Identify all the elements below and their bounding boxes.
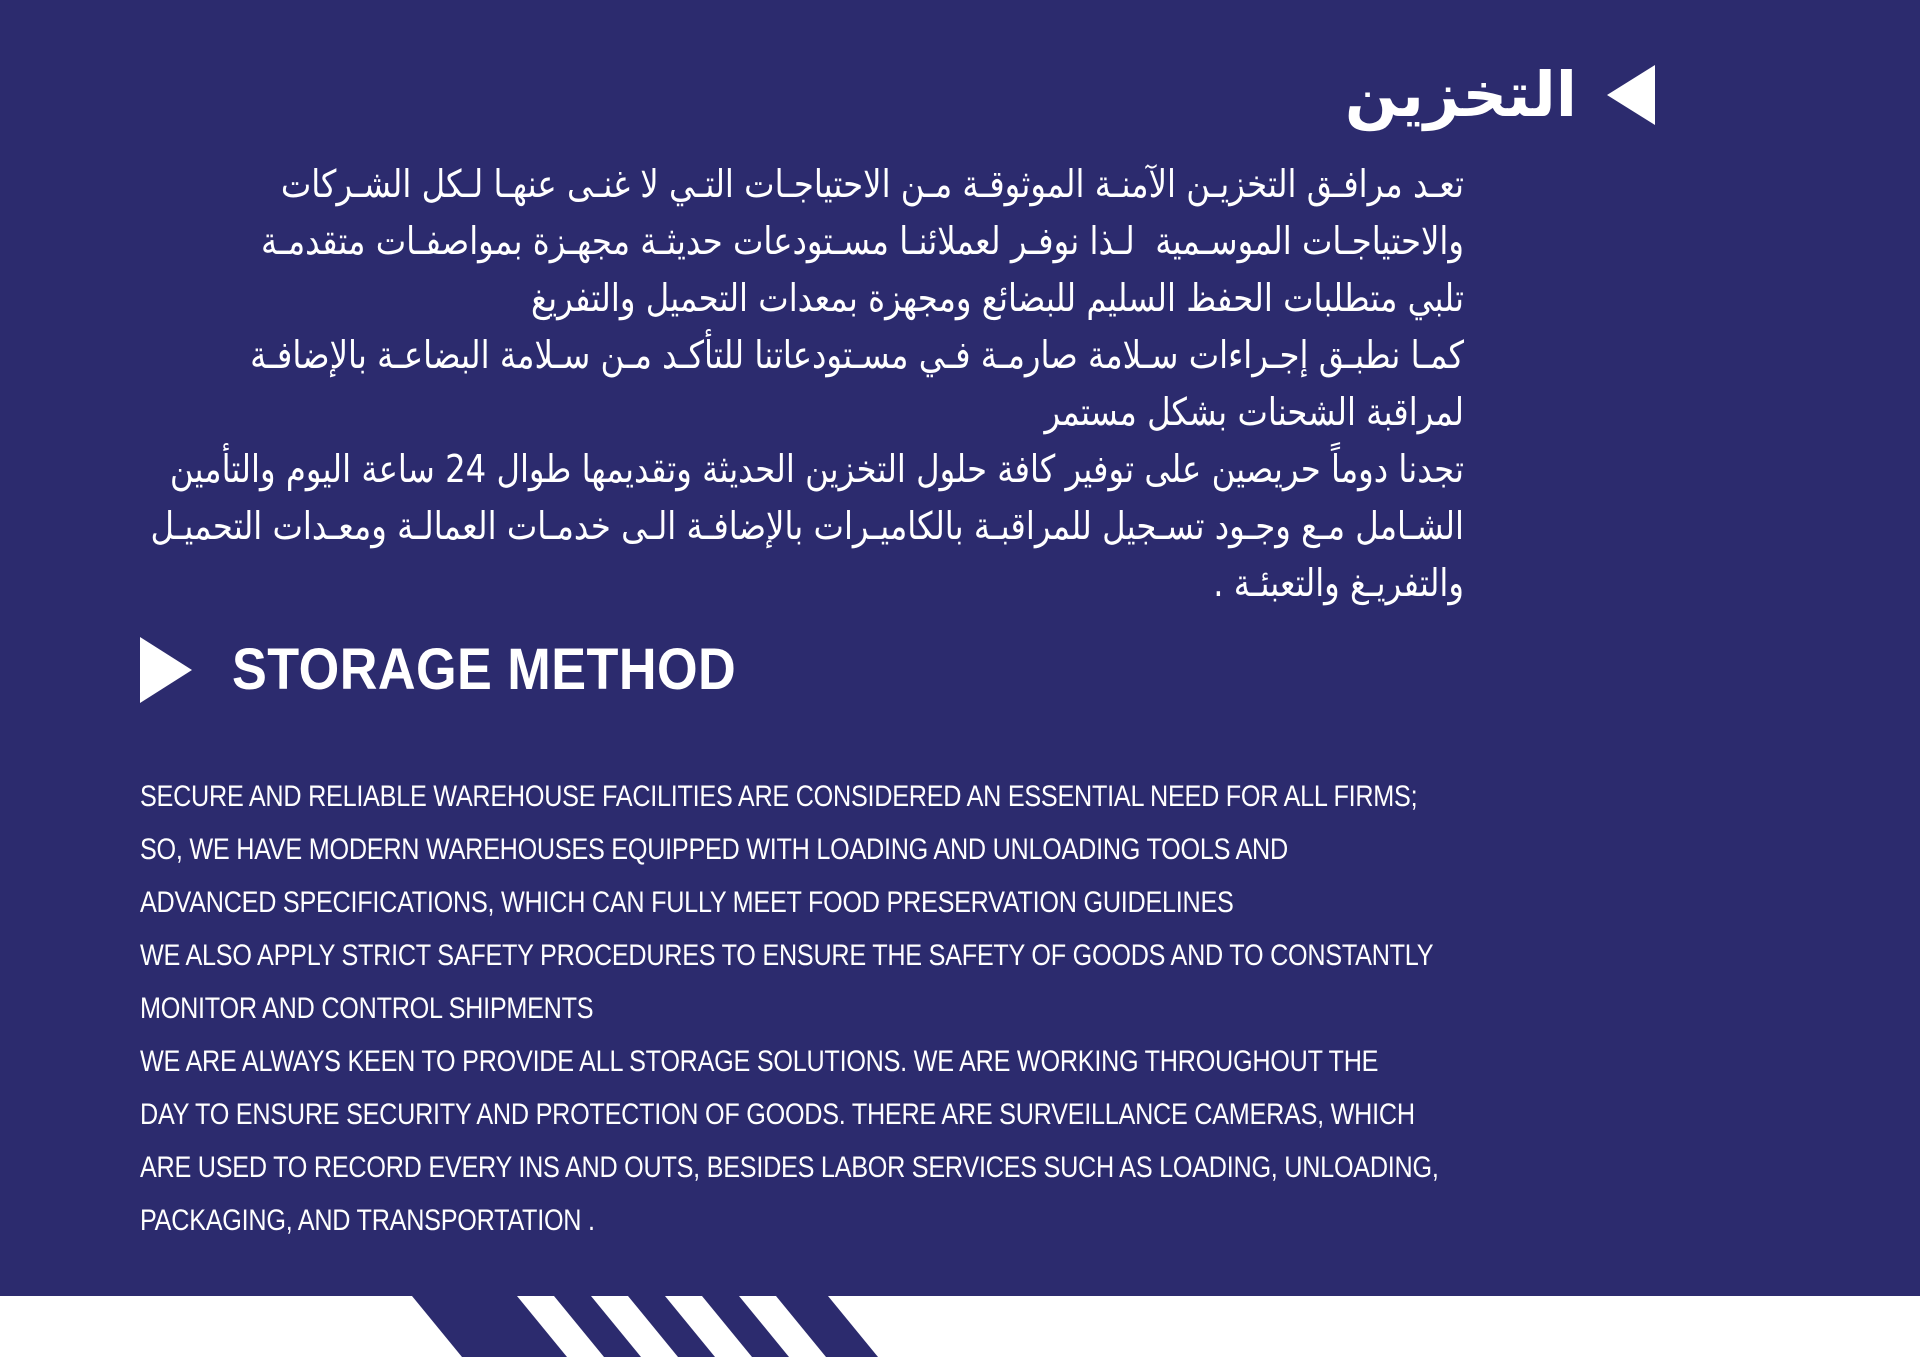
- paragraph-line: تعـد مرافـق التخزيـن الآمنـة الموثوقـة مـن الاحتياجـات التـي لا غنـى عنهـا لـكل الشـركات: [280, 162, 1465, 206]
- triangle-left-icon: [1607, 65, 1655, 125]
- paragraph-line: ARE USED TO RECORD EVERY INS AND OUTS, BESIDES LABOR SERVICES SUCH AS LOADING, UNLOADING,: [140, 1151, 1439, 1184]
- paragraph-line: MONITOR AND CONTROL SHIPMENTS: [140, 992, 594, 1025]
- arabic-page-title: التخزين: [1344, 58, 1577, 131]
- paragraph-line: والاحتياجـات الموسـمية لـذا نوفـر لعملائنـا مسـتودعات حديثـة مجهـزة بمواصفـات متقدمـة: [261, 219, 1465, 263]
- paragraph-line: كمـا نطبـق إجـراءات سـلامة صارمـة فـي مسـتودعاتنا للتأكـد مـن سـلامة البضاعـة بالإضافـة: [250, 333, 1464, 377]
- paragraph-line: WE ALSO APPLY STRICT SAFETY PROCEDURES TO ENSURE THE SAFETY OF GOODS AND TO CONSTANTLY: [140, 939, 1434, 972]
- footer-diagonal-decoration: [0, 1296, 1920, 1357]
- footer-stripe: [0, 1296, 1920, 1357]
- paragraph-line: WE ARE ALWAYS KEEN TO PROVIDE ALL STORAGE SOLUTIONS. WE ARE WORKING THROUGHOUT THE: [140, 1045, 1379, 1078]
- paragraph-line: لمراقبة الشحنات بشكل مستمر: [1044, 390, 1464, 434]
- english-paragraph: [140, 770, 1780, 1247]
- paragraph-line: SECURE AND RELIABLE WAREHOUSE FACILITIES ARE CONSIDERED AN ESSENTIAL NEED FOR ALL FIRMS;: [140, 780, 1418, 813]
- paragraph-line: الشـامل مـع وجـود تسـجيل للمراقبـة بالكاميـرات بالإضافـة الـى خدمـات العمالـة ومعـدات التحميـل: [150, 504, 1464, 548]
- paragraph-line: تجدنا دوماً حريصين على توفير كافة حلول التخزين الحديثة وتقديمها طوال 24 ساعة اليوم والتأمين: [169, 447, 1465, 491]
- paragraph-line: والتفريـغ والتعبئـة .: [1213, 561, 1464, 605]
- arabic-paragraph: [134, 156, 1464, 612]
- triangle-right-icon: [140, 637, 192, 703]
- paragraph-line: تلبي متطلبات الحفظ السليم للبضائع ومجهزة بمعدات التحميل والتفريغ: [530, 276, 1464, 320]
- paragraph-line: ADVANCED SPECIFICATIONS, WHICH CAN FULLY MEET FOOD PRESERVATION GUIDELINES: [140, 886, 1234, 919]
- english-section-title: STORAGE METHOD: [232, 637, 737, 702]
- paragraph-line: PACKAGING, AND TRANSPORTATION .: [140, 1204, 595, 1237]
- paragraph-line: SO, WE HAVE MODERN WAREHOUSES EQUIPPED WITH LOADING AND UNLOADING TOOLS AND: [140, 833, 1288, 866]
- storage-method-heading-row: [140, 636, 792, 703]
- arabic-title-row: [1345, 58, 1655, 132]
- paragraph-line: DAY TO ENSURE SECURITY AND PROTECTION OF GOODS. THERE ARE SURVEILLANCE CAMERAS, WHICH: [140, 1098, 1415, 1131]
